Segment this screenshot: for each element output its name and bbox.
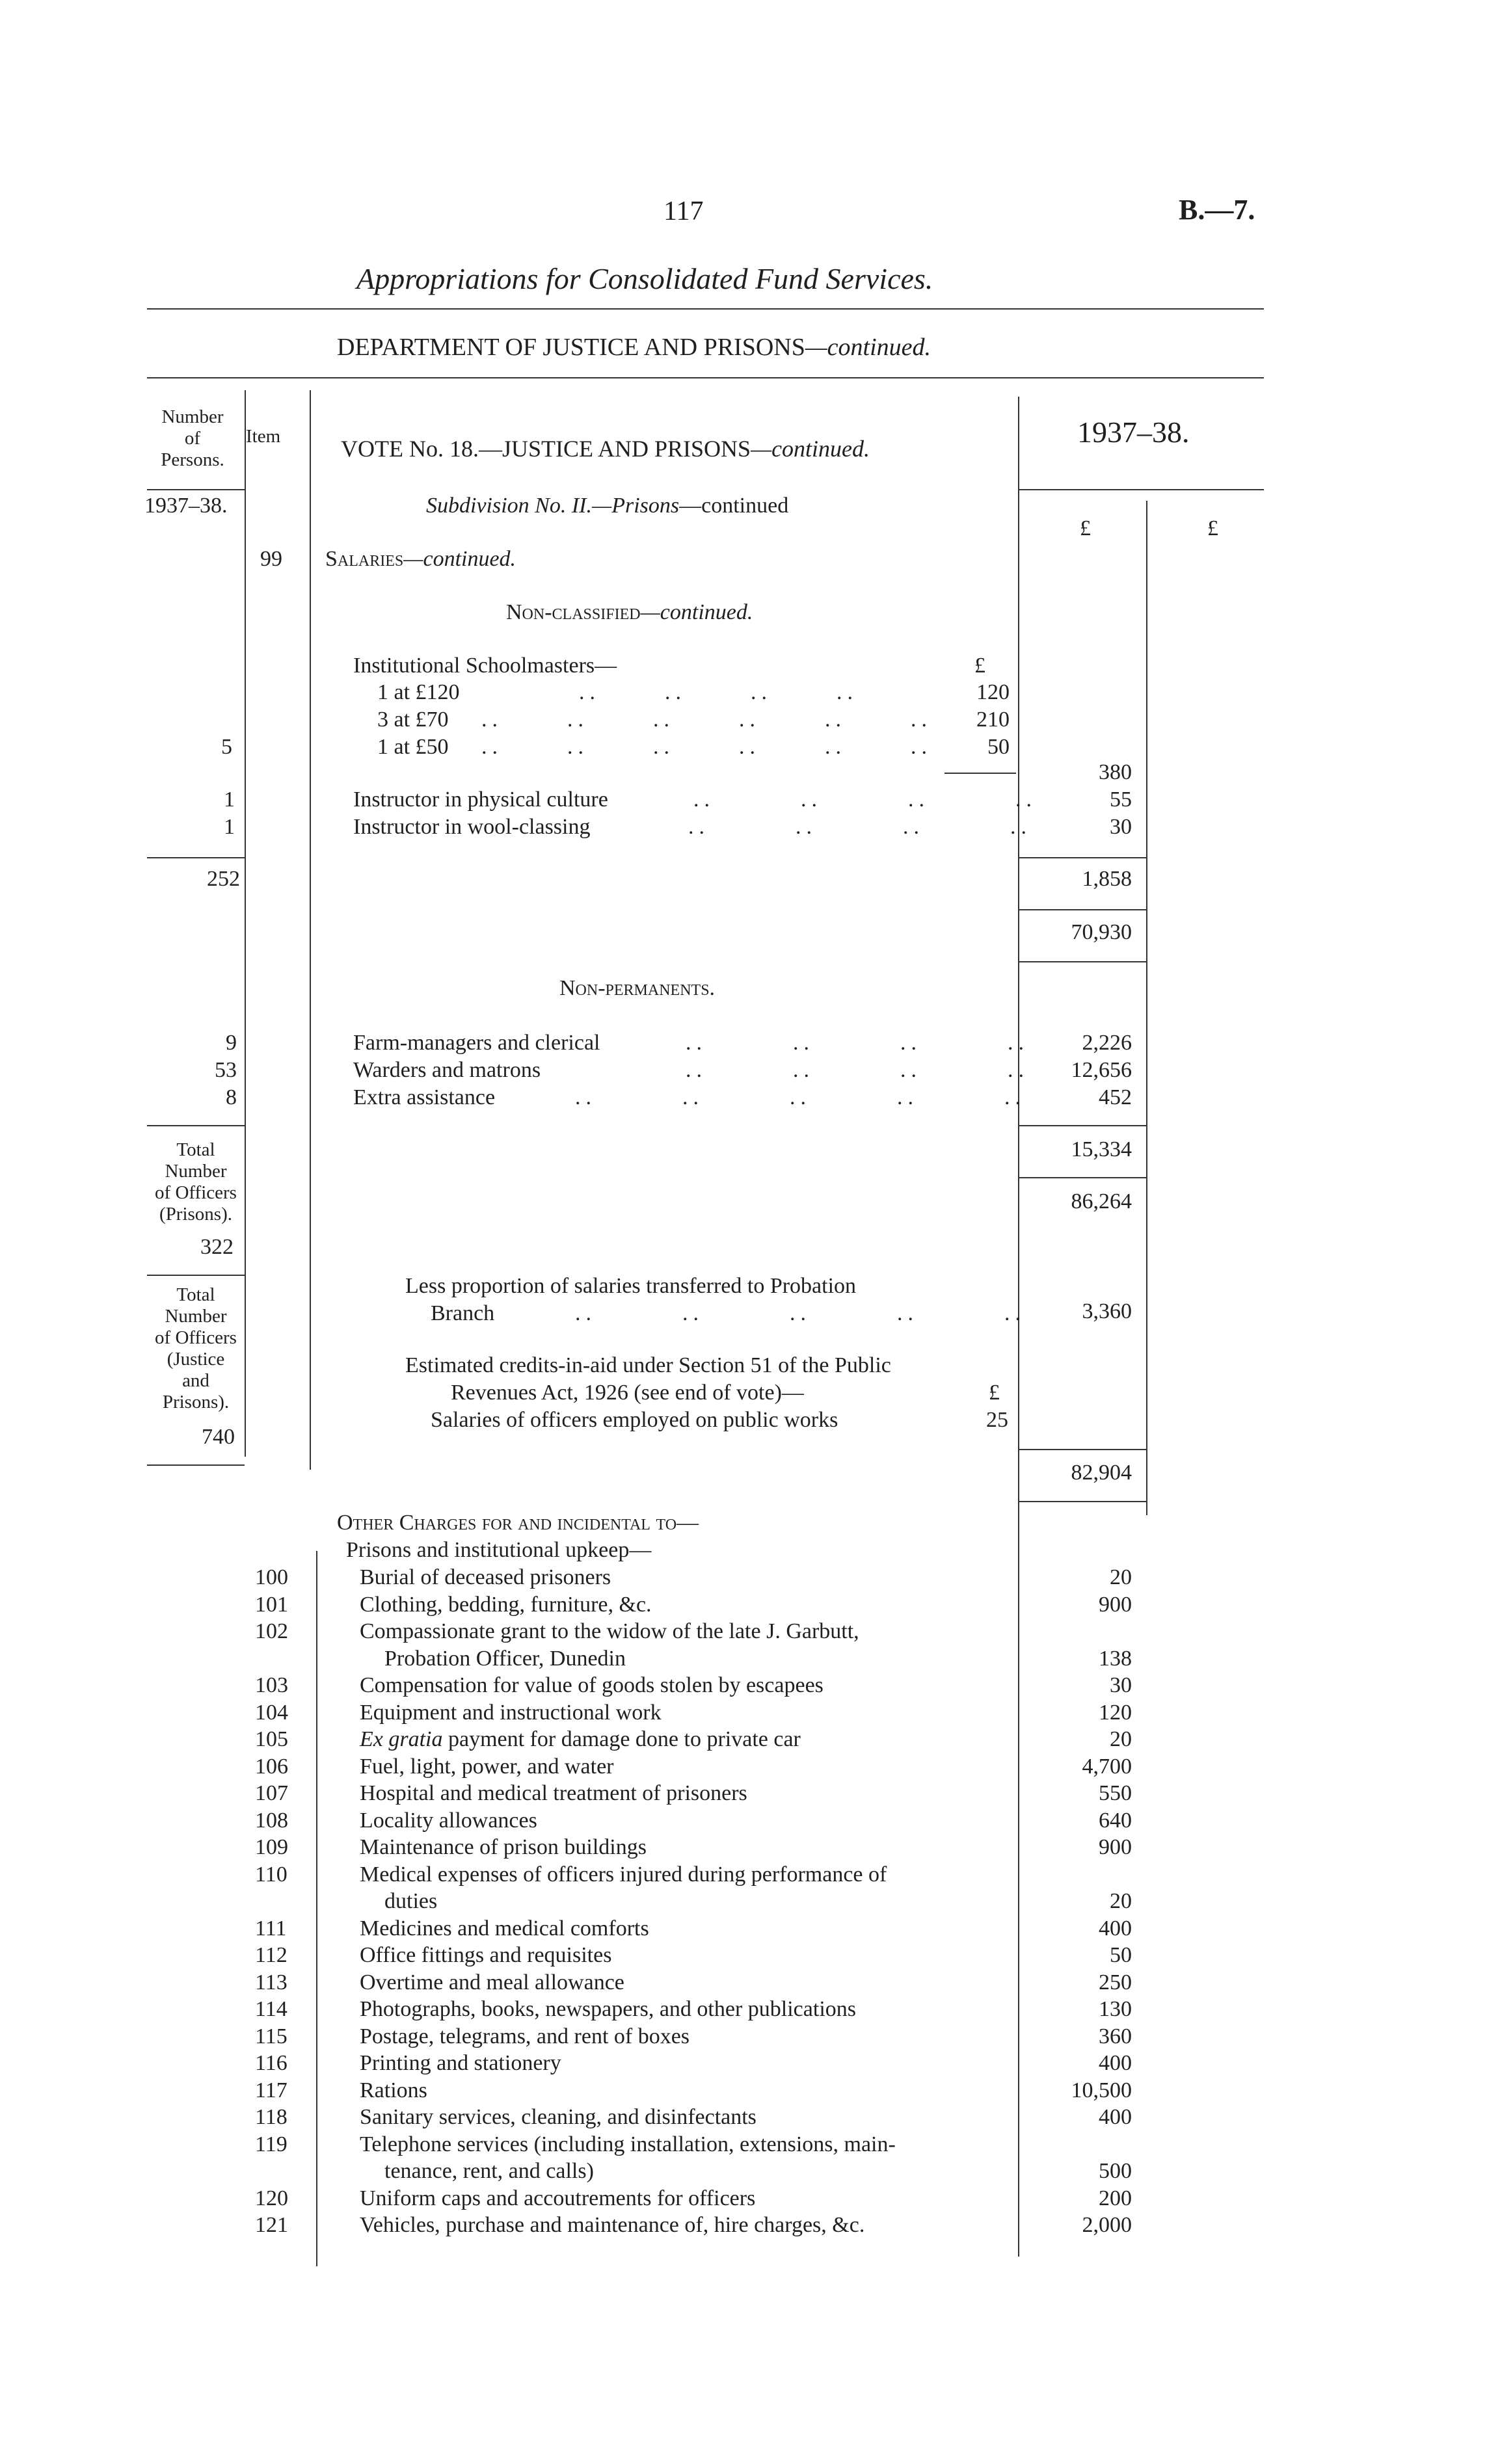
- charge-item-number: 100: [255, 1565, 288, 1589]
- charge-description: Vehicles, purchase and maintenance of, hire charges, &c.: [360, 2213, 865, 2237]
- nonperm-total-rule-left: [147, 1125, 245, 1126]
- charge-description: Photographs, books, newspapers, and other publications: [360, 1997, 856, 2021]
- charge-amount: 250: [1099, 1970, 1132, 1994]
- charge-description: Clothing, bedding, furniture, &c.: [360, 1592, 652, 1617]
- nonperm-amount: 452: [1099, 1085, 1132, 1109]
- charge-amount: 50: [1110, 1943, 1132, 1967]
- credits-pound: £: [989, 1381, 1000, 1405]
- charge-amount: 550: [1099, 1781, 1132, 1805]
- col-item-header: Item: [246, 426, 281, 447]
- schoolmasters-persons: 5: [221, 735, 232, 759]
- less-amount: 3,360: [1082, 1299, 1132, 1323]
- schoolmasters-sum-rule: [944, 773, 1016, 774]
- schoolmaster-row-amount: 210: [976, 708, 1010, 732]
- charge-description: Medical expenses of officers injured during performance of: [360, 1862, 887, 1887]
- charge-description: tenance, rent, and calls): [384, 2159, 594, 2183]
- subdivision-text: Subdivision No. II.—Prisons: [426, 494, 680, 518]
- subdivision-continued: —continued: [679, 494, 789, 518]
- running-title: Appropriations for Consolidated Fund Services.: [356, 262, 933, 295]
- nc-total-persons: 252: [207, 867, 240, 891]
- charge-description: Uniform caps and accoutrements for officers: [360, 2186, 756, 2210]
- charge-item-number: 120: [255, 2186, 288, 2210]
- col-persons-line1: Number: [161, 406, 224, 427]
- top-rule: [147, 308, 1264, 310]
- nonperm-label: Farm-managers and clerical: [353, 1031, 600, 1055]
- officers-justice-line: and: [182, 1370, 209, 1391]
- schoolmaster-row: [377, 734, 1010, 760]
- charge-item-number: 104: [255, 1700, 288, 1725]
- page-number: 117: [663, 196, 704, 226]
- charge-item-number: 103: [255, 1673, 288, 1697]
- nonperm-total: 15,334: [1071, 1137, 1132, 1161]
- officers-justice-line: (Justice: [167, 1349, 225, 1370]
- other-charges-heading: Other Charges for and incidental to—: [337, 1511, 699, 1535]
- charge-amount: 360: [1099, 2024, 1132, 2048]
- subtotal-rule: [1018, 1177, 1146, 1178]
- leader-dots: .. .. .. ..: [579, 680, 858, 704]
- charge-amount: 900: [1099, 1592, 1132, 1617]
- col-persons-line3: Persons.: [161, 449, 224, 470]
- charge-item-number: 118: [255, 2105, 288, 2129]
- charge-description: Compassionate grant to the widow of the late J. Garbutt,: [360, 1619, 859, 1643]
- instructor-label: Instructor in wool-classing: [353, 815, 591, 839]
- nonperm-amount: 2,226: [1082, 1031, 1132, 1055]
- schoolmaster-row-amount: 120: [976, 680, 1010, 704]
- charge-description: Maintenance of prison buildings: [360, 1835, 647, 1859]
- charge-item-number: 102: [255, 1619, 288, 1643]
- persons-item-divider: [245, 390, 246, 1457]
- officers-justice-line: Number: [165, 1306, 227, 1327]
- item-col-divider: [310, 390, 311, 1470]
- leader-dots: .. .. .. ..: [686, 1031, 1029, 1055]
- nc-total-rule-right: [1018, 857, 1146, 858]
- vote-title-text: VOTE No. 18.—JUSTICE AND PRISONS: [341, 436, 751, 462]
- officers-prisons-count: 322: [200, 1235, 234, 1259]
- running-total: 70,930: [1071, 920, 1132, 944]
- leader-dots: .. .. .. .. .. ..: [481, 708, 932, 732]
- officers-prisons-line: of Officers: [155, 1182, 237, 1203]
- schoolmaster-row: [377, 680, 1010, 706]
- leader-dots: .. .. .. .. ..: [575, 1301, 1026, 1325]
- charge-description: Telephone services (including installation, extensions, main-: [360, 2132, 896, 2156]
- charge-amount: 30: [1110, 1673, 1132, 1697]
- instructor-amount: 30: [1110, 815, 1132, 839]
- leader-dots: .. .. .. .. .. ..: [481, 735, 932, 759]
- charge-description: Overtime and meal allowance: [360, 1970, 624, 1994]
- persons-year: 1937–38.: [144, 494, 228, 518]
- charge-description: Postage, telegrams, and rent of boxes: [360, 2024, 690, 2048]
- schoolmaster-row-amount: 50: [987, 735, 1010, 759]
- leader-dots: .. .. .. ..: [686, 1058, 1029, 1082]
- charge-item-number: 115: [255, 2024, 288, 2048]
- net-total-under-rule: [1018, 1501, 1146, 1502]
- officers-justice-count: 740: [202, 1425, 235, 1449]
- nonclassified-continued: —continued.: [640, 600, 753, 624]
- charge-amount: 138: [1099, 1646, 1132, 1671]
- charge-description: Fuel, light, power, and water: [360, 1754, 614, 1779]
- subtotal-amount: 86,264: [1071, 1189, 1132, 1213]
- nonperm-label: Extra assistance: [353, 1085, 496, 1109]
- charge-amount: 120: [1099, 1700, 1132, 1725]
- credits-amount: 25: [986, 1408, 1008, 1432]
- pound-col1: £: [1080, 516, 1091, 540]
- officers-justice-line: of Officers: [155, 1327, 237, 1348]
- nonperm-label: Warders and matrons: [353, 1058, 541, 1082]
- schoolmaster-row-label: 1 at £120: [377, 680, 460, 704]
- instructor-persons: 1: [224, 815, 235, 839]
- charge-item-number: 109: [255, 1835, 288, 1859]
- charge-amount: 400: [1099, 2105, 1132, 2129]
- charge-item-number: 108: [255, 1808, 288, 1833]
- nc-total-amount: 1,858: [1082, 867, 1132, 891]
- page-code: B.—7.: [1179, 194, 1255, 226]
- nonperm-total-rule-right: [1018, 1125, 1146, 1126]
- charge-item-number: 111: [255, 1916, 287, 1941]
- leader-dots: .. .. .. ..: [693, 788, 1037, 812]
- charge-item-number: 114: [255, 1997, 288, 2021]
- charge-description: duties: [384, 1889, 438, 1913]
- department-title: [337, 333, 931, 362]
- nonclassified-text: Non-classified: [506, 600, 641, 624]
- credits-line2: Revenues Act, 1926 (see end of vote)—: [451, 1381, 804, 1405]
- nonperm-persons: 53: [215, 1058, 237, 1082]
- nc-total-rule-left: [147, 857, 245, 858]
- charge-item-number: 105: [255, 1727, 288, 1751]
- vote-title: [341, 436, 870, 462]
- officers-prisons-label: [147, 1139, 245, 1225]
- charge-item-number: 116: [255, 2051, 288, 2075]
- nonperm-amount: 12,656: [1071, 1058, 1132, 1082]
- credits-line1: Estimated credits-in-aid under Section 51 of the Public: [405, 1353, 891, 1377]
- charge-description: Equipment and instructional work: [360, 1700, 662, 1725]
- charge-item-number: 101: [255, 1592, 288, 1617]
- nonperm-persons: 8: [226, 1085, 237, 1109]
- charge-description: Burial of deceased prisoners: [360, 1565, 611, 1589]
- salaries-heading-text: Salaries: [325, 547, 404, 571]
- charge-amount: 130: [1099, 1997, 1132, 2021]
- instructor-amount: 55: [1110, 788, 1132, 812]
- header-bottom-rule-right: [1018, 489, 1264, 490]
- officers-justice-top-rule: [147, 1275, 245, 1276]
- nonperm-persons: 9: [226, 1031, 237, 1055]
- less-line2: Branch: [431, 1301, 495, 1325]
- charge-amount: 500: [1099, 2159, 1132, 2183]
- amount-col-mid: [1146, 501, 1147, 1515]
- charge-amount: 640: [1099, 1808, 1132, 1833]
- other-charges-subheading: Prisons and institutional upkeep—: [346, 1538, 652, 1562]
- officers-justice-line: Total: [176, 1284, 215, 1305]
- running-total-under-rule: [1018, 961, 1146, 962]
- amount-col-left: [1018, 397, 1019, 2257]
- schoolmasters-pound: £: [974, 654, 985, 678]
- header-bottom-rule-left: [147, 489, 245, 490]
- schoolmaster-row: [377, 707, 1010, 733]
- department-continued: —continued.: [805, 334, 931, 361]
- charge-description: Ex gratia payment for damage done to private car: [360, 1727, 801, 1751]
- instructor-persons: 1: [224, 788, 235, 812]
- vote-title-continued: —continued.: [751, 436, 870, 462]
- leader-dots: .. .. .. .. ..: [575, 1085, 1026, 1109]
- net-total-rule: [1018, 1449, 1146, 1450]
- charge-description: Medicines and medical comforts: [360, 1916, 649, 1941]
- officers-justice-bottom-rule: [147, 1464, 245, 1466]
- item-col-divider-lower: [316, 1551, 317, 2266]
- net-total: 82,904: [1071, 1461, 1132, 1485]
- charge-amount: 400: [1099, 1916, 1132, 1941]
- nonpermanents-heading: Non-permanents.: [559, 976, 716, 1000]
- salaries-heading: [325, 546, 516, 572]
- charge-item-number: 110: [255, 1862, 288, 1887]
- charge-amount: 200: [1099, 2186, 1132, 2210]
- department-name: DEPARTMENT OF JUSTICE AND PRISONS: [337, 334, 805, 361]
- charge-description: Printing and stationery: [360, 2051, 561, 2075]
- subdivision-title: [426, 493, 788, 519]
- charge-item-number: 113: [255, 1970, 288, 1994]
- charge-description: Compensation for value of goods stolen by escapees: [360, 1673, 824, 1697]
- officers-prisons-line: (Prisons).: [159, 1204, 232, 1225]
- department-rule: [147, 377, 1264, 378]
- col-persons-line2: of: [184, 428, 201, 449]
- charge-description: Hospital and medical treatment of prisoners: [360, 1781, 747, 1805]
- schoolmasters-total: 380: [1099, 760, 1132, 784]
- salaries-heading-continued: —continued.: [403, 547, 516, 571]
- charge-item-number: 106: [255, 1754, 288, 1779]
- officers-justice-label: [147, 1284, 245, 1413]
- charge-description: Probation Officer, Dunedin: [384, 1646, 626, 1671]
- charge-description: Office fittings and requisites: [360, 1943, 612, 1967]
- charge-item-number: 112: [255, 1943, 288, 1967]
- officers-prisons-line: Total: [176, 1139, 215, 1160]
- less-line1: Less proportion of salaries transferred to Probation: [405, 1274, 857, 1298]
- charge-amount: 4,700: [1082, 1754, 1132, 1779]
- running-total-rule: [1018, 909, 1146, 910]
- charge-amount: 400: [1099, 2051, 1132, 2075]
- schoolmasters-title: Institutional Schoolmasters—: [353, 654, 617, 678]
- charge-item-number: 117: [255, 2078, 288, 2102]
- charge-description: Locality allowances: [360, 1808, 537, 1833]
- col-persons-header: [147, 406, 238, 471]
- leader-dots: .. .. .. ..: [688, 815, 1032, 839]
- charge-amount: 10,500: [1071, 2078, 1132, 2102]
- salaries-item: 99: [260, 547, 282, 571]
- charge-amount: 900: [1099, 1835, 1132, 1859]
- pound-col2: £: [1207, 516, 1218, 540]
- credits-line3: Salaries of officers employed on public works: [431, 1408, 838, 1432]
- officers-prisons-line: Number: [165, 1161, 227, 1182]
- year-header: 1937–38.: [1077, 416, 1190, 449]
- instructor-label: Instructor in physical culture: [353, 788, 608, 812]
- schoolmaster-row-label: 3 at £70: [377, 708, 449, 732]
- charge-amount: 20: [1110, 1727, 1132, 1751]
- schoolmaster-row-label: 1 at £50: [377, 735, 449, 759]
- charge-description: Rations: [360, 2078, 427, 2102]
- charge-amount: 20: [1110, 1565, 1132, 1589]
- charge-item-number: 107: [255, 1781, 288, 1805]
- charge-item-number: 119: [255, 2132, 288, 2156]
- officers-justice-line: Prisons).: [162, 1392, 230, 1412]
- charge-description: Sanitary services, cleaning, and disinfectants: [360, 2105, 757, 2129]
- charge-item-number: 121: [255, 2213, 288, 2237]
- charge-amount: 2,000: [1082, 2213, 1132, 2237]
- charge-amount: 20: [1110, 1889, 1132, 1913]
- nonclassified-heading: [506, 600, 753, 626]
